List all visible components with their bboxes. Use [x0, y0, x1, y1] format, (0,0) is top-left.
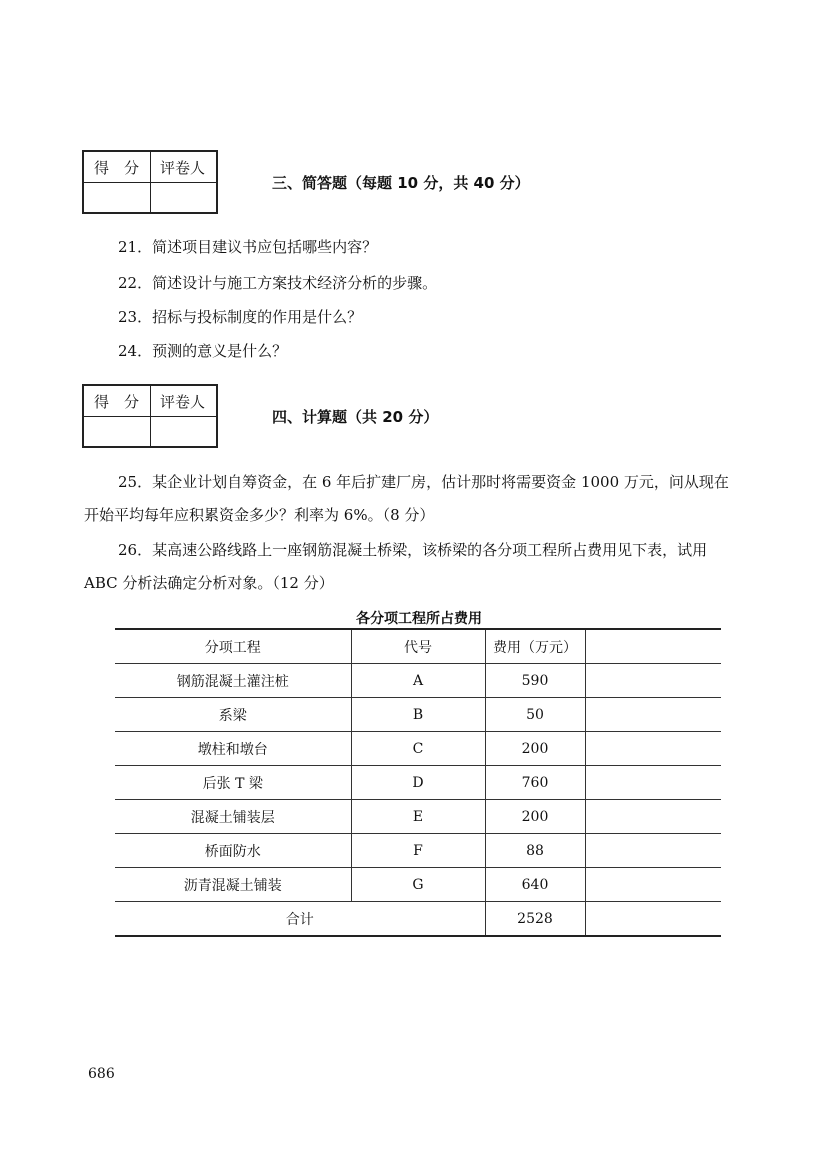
cell-item: 桥面防水 [115, 834, 351, 868]
cell-code: A [351, 664, 485, 698]
header-code: 代号 [351, 629, 485, 664]
question-25-line2: 开始平均每年应积累资金多少？利率为 6%。（8 分） [84, 506, 435, 524]
cell-code: G [351, 868, 485, 902]
cell-code: E [351, 800, 485, 834]
table-header-row [115, 629, 721, 664]
table-row [115, 732, 721, 766]
table-row [115, 664, 721, 698]
question-23: 23．招标与投标制度的作用是什么？ [118, 308, 363, 326]
question-21: 21．简述项目建议书应包括哪些内容？ [118, 238, 378, 256]
cell-blank [585, 800, 721, 834]
question-24: 24．预测的意义是什么？ [118, 342, 288, 360]
score-box-divider [84, 182, 216, 183]
cell-cost: 200 [485, 800, 585, 834]
cell-blank [585, 732, 721, 766]
cell-cost: 640 [485, 868, 585, 902]
cell-code: C [351, 732, 485, 766]
score-box-section4 [82, 384, 218, 448]
cell-item: 系梁 [115, 698, 351, 732]
cell-item: 混凝土铺装层 [115, 800, 351, 834]
cell-blank [585, 698, 721, 732]
cell-blank [585, 902, 721, 937]
header-item: 分项工程 [115, 629, 351, 664]
cost-table [115, 628, 721, 937]
header-blank [585, 629, 721, 664]
question-22: 22．简述设计与施工方案技术经济分析的步骤。 [118, 274, 438, 292]
cell-cost: 760 [485, 766, 585, 800]
section3-title: 三、简答题（每题 10 分，共 40 分） [272, 174, 530, 192]
total-label: 合计 [115, 902, 485, 937]
question-26-line2: ABC 分析法确定分析对象。（12 分） [84, 574, 334, 592]
section4-title: 四、计算题（共 20 分） [272, 408, 439, 426]
question-26-line1: 26．某高速公路线路上一座钢筋混凝土桥梁，该桥梁的各分项工程所占费用见下表，试用 [118, 541, 708, 559]
cell-code: D [351, 766, 485, 800]
cell-cost: 88 [485, 834, 585, 868]
table-row [115, 698, 721, 732]
table-title: 各分项工程所占费用 [356, 611, 482, 627]
cell-item: 沥青混凝土铺装 [115, 868, 351, 902]
cell-blank [585, 766, 721, 800]
question-25-line1: 25．某企业计划自筹资金，在 6 年后扩建厂房，估计那时将需要资金 1000 万元，问从现在 [118, 473, 729, 491]
table-row [115, 834, 721, 868]
page-number: 686 [88, 1066, 115, 1082]
question-26 [84, 534, 760, 600]
score-label: 得 分 [94, 159, 140, 177]
grader-label: 评卷人 [160, 393, 206, 411]
score-label: 得 分 [94, 393, 140, 411]
table-total-row [115, 902, 721, 937]
cell-blank [585, 664, 721, 698]
cell-item: 钢筋混凝土灌注桩 [115, 664, 351, 698]
table-row [115, 800, 721, 834]
table-row [115, 766, 721, 800]
cell-blank [585, 868, 721, 902]
cell-code: F [351, 834, 485, 868]
cell-blank [585, 834, 721, 868]
cell-item: 墩柱和墩台 [115, 732, 351, 766]
score-box-section3 [82, 150, 218, 214]
grader-label: 评卷人 [160, 159, 206, 177]
total-value: 2528 [485, 902, 585, 937]
cell-cost: 200 [485, 732, 585, 766]
score-box-divider [84, 416, 216, 417]
cell-cost: 590 [485, 664, 585, 698]
question-25 [84, 466, 760, 532]
header-cost: 费用（万元） [485, 629, 585, 664]
cell-item: 后张 T 梁 [115, 766, 351, 800]
cell-cost: 50 [485, 698, 585, 732]
cell-code: B [351, 698, 485, 732]
table-row [115, 868, 721, 902]
